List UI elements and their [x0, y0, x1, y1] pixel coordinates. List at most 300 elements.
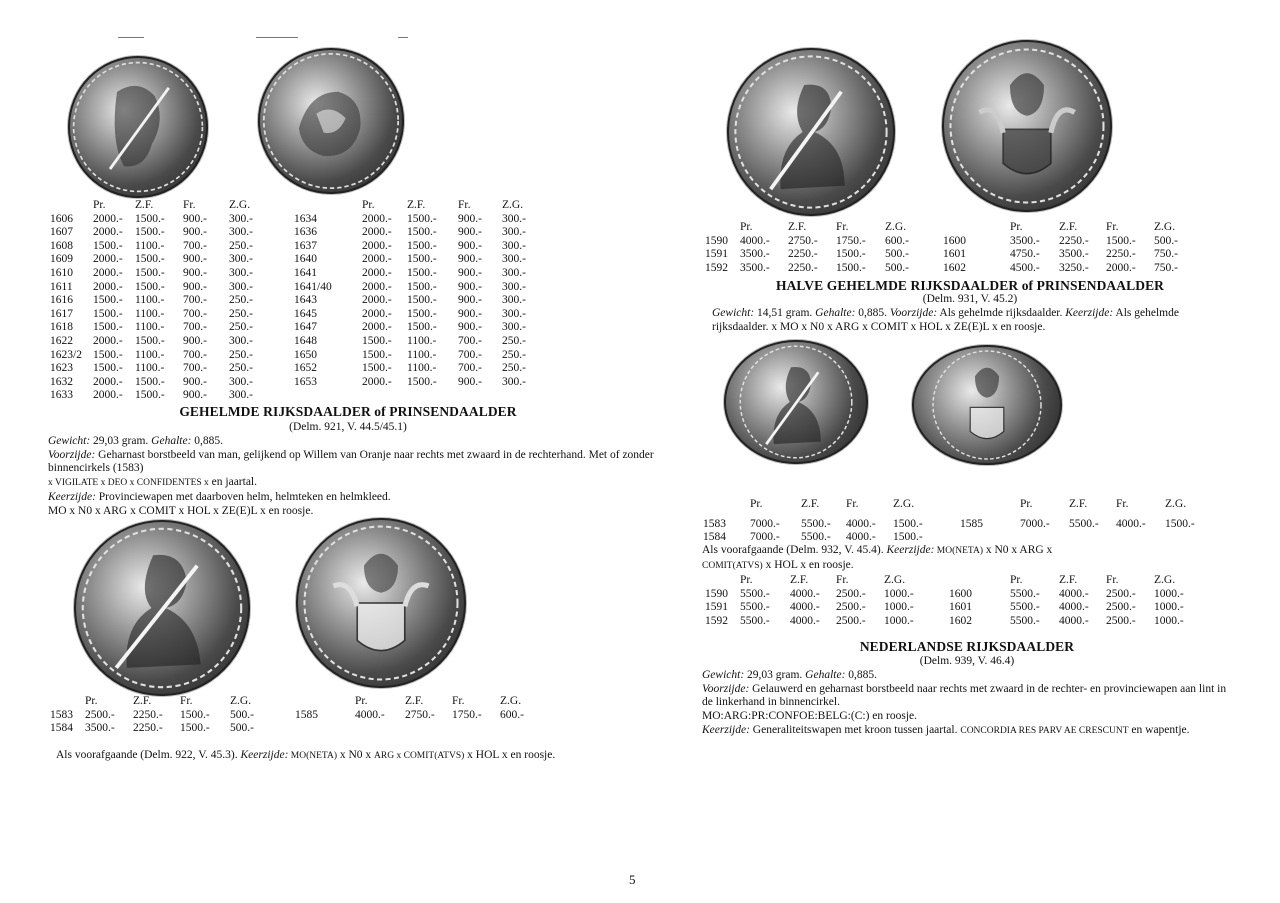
table-column-header: Fr. — [836, 221, 849, 233]
table-cell-price: 2500.- — [836, 587, 866, 600]
table-row — [705, 248, 1195, 262]
note-legend-4: x HOL x en roosje. — [762, 558, 854, 571]
table-cell-price: 2000.- — [362, 294, 392, 307]
table-cell-price: 250.- — [229, 321, 253, 334]
table-column-header: Z.F. — [407, 199, 426, 211]
table-cell-price: 2000.- — [93, 253, 123, 266]
table-cell-price: 1750.- — [452, 708, 482, 721]
table-cell-price: 4000.- — [1059, 601, 1089, 614]
table-row — [50, 294, 530, 308]
table-cell-price: 4500.- — [1010, 261, 1040, 274]
table-cell-price: 900.- — [458, 307, 482, 320]
section-description — [712, 307, 1182, 334]
reverse-legend: MO x N0 x ARG x COMIT x HOL x ZE(E)L x en roosje. — [48, 504, 314, 517]
table-cell-year: 1584 — [50, 722, 73, 735]
obverse-text: Als gehelmde rijksdaalder. — [937, 307, 1066, 319]
table-row — [50, 240, 530, 254]
table-cell-year: 1591 — [705, 248, 728, 261]
reverse-label: Keerzijde: — [1065, 307, 1114, 319]
table-cell-price: 700.- — [458, 348, 482, 361]
table-row — [705, 518, 1195, 532]
note-legend-1: MO(NETA) — [934, 546, 983, 556]
weight-value: 29,03 gram. — [90, 435, 152, 447]
table-cell-price: 2000.- — [93, 375, 123, 388]
table-header-row — [50, 199, 530, 213]
price-table-right-top — [705, 221, 1195, 279]
table-cell-price: 900.- — [458, 239, 482, 252]
table-cell-year: 1633 — [50, 389, 73, 402]
table-cell-price: 1500.- — [893, 517, 923, 530]
table-cell-price: 5500.- — [740, 614, 770, 627]
table-column-header: Fr. — [1116, 498, 1129, 510]
table-cell-price: 2250.- — [788, 248, 818, 261]
table-cell-price: 300.- — [229, 226, 253, 239]
table-column-header: Fr. — [458, 199, 471, 211]
table-cell-price: 900.- — [183, 375, 207, 388]
table-cell-price: 2000.- — [93, 212, 123, 225]
table-cell-year: 1608 — [50, 239, 73, 252]
table-cell-price: 1500.- — [407, 253, 437, 266]
table-cell-year: 1634 — [294, 212, 317, 225]
table-cell-year: 1602 — [943, 261, 966, 274]
table-cell-price: 4000.- — [790, 614, 820, 627]
table-cell-year: 1583 — [50, 708, 73, 721]
content-label: Gehalte: — [815, 307, 856, 319]
table-cell-price: 1500.- — [836, 261, 866, 274]
table-cell-year: 1590 — [705, 234, 728, 247]
table-row — [50, 349, 530, 363]
weight-line — [48, 435, 656, 449]
table-row — [50, 335, 530, 349]
table-cell-year: 1647 — [294, 321, 317, 334]
table-column-header: Fr. — [452, 695, 465, 707]
table-cell-year: 1636 — [294, 226, 317, 239]
table-cell-price: 1500.- — [135, 389, 165, 402]
table-cell-price: 1500.- — [362, 362, 392, 375]
table-cell-price: 300.- — [502, 239, 526, 252]
table-cell-price: 7000.- — [1020, 517, 1050, 530]
price-table-right-bottom — [705, 574, 1195, 632]
table-cell-price: 1100.- — [135, 239, 165, 252]
content-value: 0,885. — [845, 669, 878, 681]
table-cell-price: 1100.- — [135, 294, 165, 307]
table-cell-price: 700.- — [183, 321, 207, 334]
table-cell-price: 2000.- — [93, 266, 123, 279]
scan-edge-line — [118, 37, 144, 38]
note-legend-1: MO(NETA) — [288, 751, 337, 761]
table-cell-price: 1500.- — [836, 248, 866, 261]
table-column-header: Z.F. — [788, 221, 807, 233]
obverse-label: Voorzijde: — [702, 682, 750, 695]
table-cell-price: 1100.- — [407, 334, 437, 347]
note-legend-3: ARG x COMIT(ATVS) — [374, 751, 465, 761]
table-cell-price: 300.- — [502, 266, 526, 279]
table-cell-price: 900.- — [183, 334, 207, 347]
table-column-header: Z.G. — [502, 199, 524, 211]
table-cell-price: 2000.- — [362, 266, 392, 279]
scan-edge-line — [398, 37, 408, 38]
table-cell-price: 1500.- — [93, 239, 123, 252]
table-cell-price: 2750.- — [788, 234, 818, 247]
table-column-header: Fr. — [183, 199, 196, 211]
table-cell-price: 1500.- — [93, 307, 123, 320]
table-column-header: Fr. — [1106, 574, 1119, 586]
note-legend-2: x N0 x ARG x — [982, 544, 1053, 556]
table-cell-year: 1645 — [294, 307, 317, 320]
note-prefix: Als voorafgaande (Delm. 932, V. 45.4). — [702, 544, 887, 556]
content-label: Gehalte: — [805, 669, 846, 681]
table-cell-price: 1500.- — [135, 266, 165, 279]
table-cell-price: 1500.- — [135, 375, 165, 388]
table-cell-price: 300.- — [502, 253, 526, 266]
table-cell-year: 1607 — [50, 226, 73, 239]
table-column-header: Pr. — [740, 574, 753, 586]
table-cell-price: 1100.- — [407, 362, 437, 375]
table-cell-price: 1000.- — [1154, 614, 1184, 627]
table-cell-price: 900.- — [458, 253, 482, 266]
table-cell-year: 1623/2 — [50, 348, 82, 361]
section-title: NEDERLANDSE RIJKSDAALDER — [859, 639, 1075, 654]
table-cell-price: 1500.- — [1106, 234, 1136, 247]
table-cell-price: 3500.- — [85, 722, 115, 735]
table-row — [50, 722, 530, 736]
weight-line — [702, 669, 1237, 683]
table-cell-price: 1500.- — [180, 708, 210, 721]
table-cell-price: 250.- — [502, 348, 526, 361]
table-row — [50, 389, 530, 403]
table-cell-year: 1602 — [949, 614, 972, 627]
table-cell-year: 1584 — [703, 531, 726, 544]
table-cell-year: 1641/40 — [294, 280, 332, 293]
table-cell-price: 900.- — [183, 226, 207, 239]
table-column-header: Fr. — [836, 574, 849, 586]
coin-reverse-image — [912, 345, 1062, 465]
table-row — [50, 362, 530, 376]
obverse-text: Gelauwerd en geharnast borstbeeld naar rechts met zwaard in de rechter- en provinciewapen aan lint in de linkerhand in binnencirkel. — [702, 682, 1227, 709]
table-cell-price: 250.- — [229, 239, 253, 252]
table-cell-price: 2000.- — [362, 375, 392, 388]
table-cell-price: 700.- — [183, 307, 207, 320]
table-cell-price: 500.- — [230, 722, 254, 735]
table-cell-price: 7000.- — [750, 517, 780, 530]
table-column-header: Z.F. — [1069, 498, 1088, 510]
table-cell-price: 2000.- — [93, 280, 123, 293]
table-row — [705, 615, 1195, 629]
table-column-header: Pr. — [362, 199, 375, 211]
table-column-header: Z.F. — [1059, 221, 1078, 233]
table-cell-year: 1648 — [294, 334, 317, 347]
table-cell-year: 1610 — [50, 266, 73, 279]
table-cell-year: 1601 — [943, 248, 966, 261]
table-cell-price: 5500.- — [801, 531, 831, 544]
table-cell-price: 1500.- — [407, 294, 437, 307]
obverse-line — [48, 449, 656, 476]
table-row — [50, 321, 530, 335]
reverse-tail: en wapentje. — [1128, 723, 1190, 736]
table-cell-year: 1601 — [949, 601, 972, 614]
table-cell-price: 3500.- — [1059, 248, 1089, 261]
table-cell-price: 1500.- — [180, 722, 210, 735]
table-cell-year: 1641 — [294, 266, 317, 279]
table-cell-price: 600.- — [500, 708, 524, 721]
table-cell-price: 900.- — [458, 375, 482, 388]
table-cell-price: 900.- — [458, 212, 482, 225]
reverse-legend: CONCORDIA RES PARV AE CRESCUNT — [960, 725, 1129, 736]
table-column-header: Z.F. — [801, 498, 820, 510]
reverse-label: Keerzijde: — [702, 723, 750, 736]
table-column-header: Pr. — [750, 498, 763, 510]
table-cell-price: 300.- — [229, 280, 253, 293]
table-cell-price: 2000.- — [362, 280, 392, 293]
table-row — [50, 376, 530, 390]
table-cell-price: 1000.- — [884, 601, 914, 614]
note-label: Keerzijde: — [240, 749, 289, 761]
table-cell-price: 300.- — [229, 334, 253, 347]
table-header-row — [705, 498, 1195, 512]
table-cell-year: 1637 — [294, 239, 317, 252]
table-column-header: Z.G. — [1165, 498, 1187, 510]
table-cell-price: 1500.- — [93, 321, 123, 334]
table-cell-price: 2500.- — [1106, 614, 1136, 627]
table-column-header: Pr. — [355, 695, 368, 707]
table-cell-year: 1652 — [294, 362, 317, 375]
table-cell-price: 2000.- — [362, 307, 392, 320]
weight-label: Gewicht: — [712, 307, 755, 319]
section-title: HALVE GEHELMDE RIJKSDAALDER of PRINSENDAALDER — [775, 278, 1165, 293]
table-cell-price: 4000.- — [740, 234, 770, 247]
table-row — [50, 709, 530, 723]
table-cell-year: 1590 — [705, 587, 728, 600]
table-cell-price: 3500.- — [1010, 234, 1040, 247]
table-column-header: Pr. — [85, 695, 98, 707]
table-column-header: Z.G. — [885, 221, 907, 233]
table-cell-price: 750.- — [1154, 248, 1178, 261]
table-cell-price: 1500.- — [135, 226, 165, 239]
table-cell-year: 1640 — [294, 253, 317, 266]
table-cell-price: 2500.- — [836, 601, 866, 614]
table-column-header: Fr. — [846, 498, 859, 510]
table-cell-price: 1500.- — [93, 294, 123, 307]
table-cell-price: 300.- — [229, 375, 253, 388]
table-cell-price: 2000.- — [362, 212, 392, 225]
weight-obverse-reverse-line — [712, 307, 1182, 334]
table-cell-price: 1100.- — [135, 307, 165, 320]
table-row — [50, 281, 530, 295]
table-cell-price: 500.- — [885, 261, 909, 274]
table-column-header: Pr. — [1010, 574, 1023, 586]
table-cell-price: 250.- — [229, 348, 253, 361]
table-cell-price: 250.- — [229, 362, 253, 375]
table-cell-price: 2750.- — [405, 708, 435, 721]
table-column-header: Z.F. — [133, 695, 152, 707]
table-cell-price: 300.- — [502, 307, 526, 320]
table-cell-year: 1643 — [294, 294, 317, 307]
table-cell-price: 300.- — [229, 212, 253, 225]
table-column-header: Pr. — [740, 221, 753, 233]
table-cell-price: 3250.- — [1059, 261, 1089, 274]
table-column-header: Z.G. — [500, 695, 522, 707]
table-cell-price: 4000.- — [790, 601, 820, 614]
table-header-row — [705, 574, 1195, 588]
table-row — [705, 531, 1195, 545]
content-value: 0,885. — [191, 435, 224, 447]
table-cell-year: 1617 — [50, 307, 73, 320]
table-row — [705, 235, 1195, 249]
table-cell-price: 5500.- — [1010, 587, 1040, 600]
price-table-left-top — [50, 199, 530, 402]
table-cell-price: 700.- — [183, 239, 207, 252]
content-value: 0,885. — [855, 307, 890, 319]
section-title: GEHELMDE RIJKSDAALDER of PRINSENDAALDER — [179, 404, 517, 419]
table-cell-price: 4000.- — [355, 708, 385, 721]
table-cell-price: 4000.- — [1059, 614, 1089, 627]
table-cell-price: 1500.- — [135, 280, 165, 293]
table-cell-price: 1500.- — [407, 239, 437, 252]
table-cell-price: 1100.- — [135, 362, 165, 375]
table-cell-year: 1600 — [949, 587, 972, 600]
table-cell-year: 1611 — [50, 280, 73, 293]
table-cell-price: 1100.- — [135, 348, 165, 361]
weight-value: 29,03 gram. — [744, 669, 806, 681]
table-cell-price: 1500.- — [407, 212, 437, 225]
table-cell-year: 1591 — [705, 601, 728, 614]
coin-obverse-image — [727, 48, 895, 216]
table-cell-price: 300.- — [502, 294, 526, 307]
table-cell-price: 1750.- — [836, 234, 866, 247]
table-cell-price: 2250.- — [788, 261, 818, 274]
table-column-header: Pr. — [1020, 498, 1033, 510]
table-cell-price: 2000.- — [362, 226, 392, 239]
table-cell-price: 1000.- — [1154, 587, 1184, 600]
reverse-line — [48, 491, 656, 505]
table-cell-price: 7000.- — [750, 531, 780, 544]
table-cell-price: 5500.- — [1069, 517, 1099, 530]
table-cell-price: 1500.- — [362, 334, 392, 347]
table-cell-price: 700.- — [183, 294, 207, 307]
coin-obverse-image — [68, 56, 208, 198]
table-cell-price: 700.- — [458, 362, 482, 375]
table-cell-year: 1585 — [960, 517, 983, 530]
table-cell-price: 5500.- — [740, 587, 770, 600]
coin-reverse-image — [258, 48, 404, 194]
table-cell-price: 600.- — [885, 234, 909, 247]
table-column-header: Pr. — [93, 199, 106, 211]
table-cell-price: 900.- — [183, 212, 207, 225]
note-label: Keerzijde: — [886, 544, 935, 556]
table-cell-year: 1618 — [50, 321, 73, 334]
price-table-right-middle — [705, 498, 1195, 542]
table-cell-price: 250.- — [502, 362, 526, 375]
table-column-header: Z.F. — [405, 695, 424, 707]
section-reference: (Delm. 931, V. 45.2) — [922, 293, 1018, 305]
table-cell-price: 2500.- — [1106, 601, 1136, 614]
table-cell-price: 700.- — [183, 348, 207, 361]
table-cell-price: 1100.- — [135, 321, 165, 334]
table-column-header: Z.G. — [893, 498, 915, 510]
table-cell-year: 1606 — [50, 212, 73, 225]
table-cell-price: 1500.- — [407, 321, 437, 334]
obverse-label: Voorzijde: — [889, 307, 938, 319]
table-cell-price: 2250.- — [1059, 234, 1089, 247]
table-cell-price: 250.- — [229, 307, 253, 320]
note-legend-3: COMIT(ATVS) — [702, 560, 763, 571]
section-description — [48, 435, 656, 518]
table-cell-price: 250.- — [502, 334, 526, 347]
table-cell-price: 900.- — [183, 280, 207, 293]
table-cell-year: 1632 — [50, 375, 73, 388]
table-header-row — [50, 695, 530, 709]
table-cell-price: 1500.- — [407, 375, 437, 388]
table-cell-price: 1500.- — [893, 531, 923, 544]
legend-line — [48, 476, 656, 491]
obverse-legend: x VIGILATE x DEO x CONFIDENTES x — [48, 478, 209, 489]
table-cell-price: 2500.- — [1106, 587, 1136, 600]
table-cell-price: 2250.- — [133, 722, 163, 735]
table-column-header: Z.G. — [229, 199, 251, 211]
table-cell-price: 300.- — [502, 212, 526, 225]
table-cell-price: 300.- — [502, 375, 526, 388]
table-cell-price: 300.- — [229, 253, 253, 266]
table-cell-price: 900.- — [183, 389, 207, 402]
table-cell-price: 1500.- — [93, 348, 123, 361]
obverse-legend: MO:ARG:PR:CONFOE:BELG:(C:) en roosje. — [702, 710, 917, 723]
table-cell-year: 1583 — [703, 517, 726, 530]
obverse-label: Voorzijde: — [48, 448, 96, 461]
table-cell-year: 1592 — [705, 261, 728, 274]
section-description — [702, 669, 1237, 739]
table-cell-price: 1500.- — [93, 362, 123, 375]
table-row — [705, 601, 1195, 615]
table-cell-price: 1500.- — [407, 307, 437, 320]
table-cell-price: 5500.- — [740, 601, 770, 614]
table-cell-price: 3500.- — [740, 261, 770, 274]
table-cell-price: 5500.- — [1010, 614, 1040, 627]
table-cell-price: 2250.- — [133, 708, 163, 721]
note-legend-4: x HOL x en roosje. — [464, 749, 556, 761]
reverse-line — [702, 724, 1237, 739]
table-cell-price: 2500.- — [836, 614, 866, 627]
table-column-header: Z.G. — [230, 695, 252, 707]
table-column-header: Z.F. — [1059, 574, 1078, 586]
coin-obverse-image — [74, 520, 250, 696]
weight-label: Gewicht: — [48, 435, 91, 447]
obverse-text: Geharnast borstbeeld van man, gelijkend op Willem van Oranje naar rechts met zwaard in de rechterhand. Met of zonder binnencirkels (1583) — [48, 448, 654, 475]
reverse-text: Als gehelmde rijksdaalder. x MO x N0 x ARG x COMIT x HOL x ZE(E)L x en roosje. — [712, 307, 1179, 333]
table-row — [50, 253, 530, 267]
table-cell-price: 1500.- — [362, 348, 392, 361]
table-cell-price: 700.- — [183, 362, 207, 375]
table-column-header: Z.F. — [790, 574, 809, 586]
coin-obverse-image — [724, 340, 868, 464]
table-cell-price: 5500.- — [1010, 601, 1040, 614]
table-cell-price: 4000.- — [1059, 587, 1089, 600]
table-cell-year: 1609 — [50, 253, 73, 266]
table-cell-price: 2000.- — [362, 239, 392, 252]
table-cell-price: 1500.- — [135, 334, 165, 347]
table-cell-price: 1000.- — [1154, 601, 1184, 614]
page-number: 5 — [629, 872, 636, 887]
table-cell-price: 250.- — [229, 294, 253, 307]
table-cell-price: 4000.- — [1116, 517, 1146, 530]
legend-tail: en jaartal. — [208, 476, 258, 489]
price-table-left-bottom — [50, 695, 530, 739]
reverse-legend-line — [48, 505, 656, 519]
table-cell-price: 700.- — [458, 334, 482, 347]
table-cell-price: 900.- — [458, 280, 482, 293]
section-reference: (Delm. 939, V. 46.4) — [919, 655, 1015, 667]
table-cell-price: 2000.- — [362, 321, 392, 334]
table-column-header: Z.G. — [1154, 221, 1176, 233]
